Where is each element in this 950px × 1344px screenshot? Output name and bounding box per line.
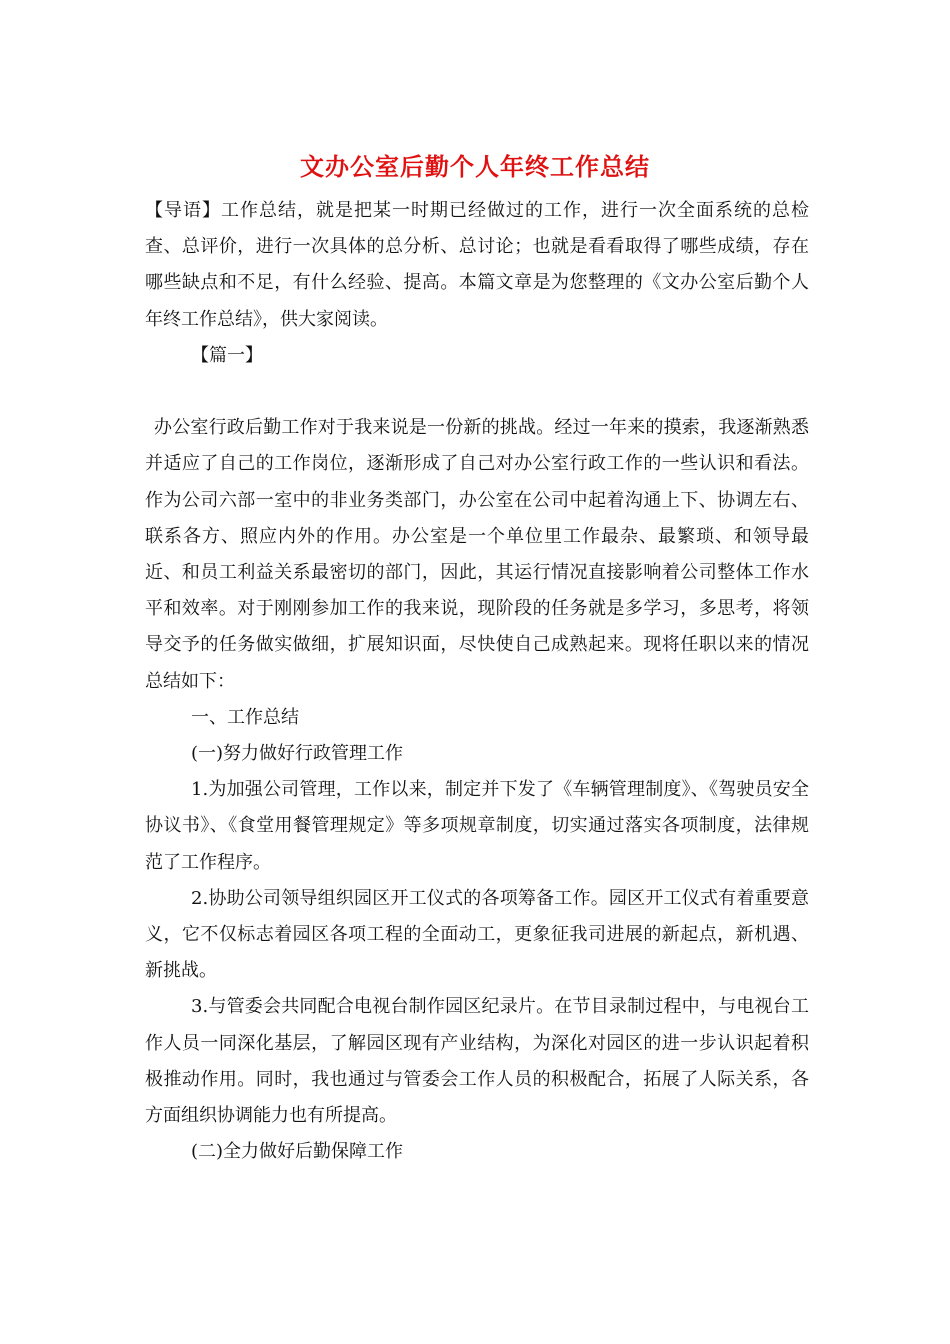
subsection-heading: (二)全力做好后勤保障工作	[191, 1141, 404, 1163]
list-item: 2.协助公司领导组织园区开工仪式的各项筹备工作。园区开工仪式有着重要意义，它不仅标志着园区各项工程的全面动工，更象征我司进展的新起点，新机遇、新挑战。	[145, 887, 809, 982]
intro-paragraph: 【导语】工作总结，就是把某一时期已经做过的工作，进行一次全面系统的总检查、总评价，进行一次具体的总分析、总讨论；也就是看看取得了哪些成绩，存在哪些缺点和不足，有什么经验、提高。本篇文章是为您整理的《文办公室后勤个人年终工作总结》，供大家阅读。	[145, 200, 809, 330]
section-heading: 一、工作总结	[191, 706, 299, 728]
list-item: 1.为加强公司管理，工作以来，制定并下发了《车辆管理制度》、《驾驶员安全协议书》、《食堂用餐管理规定》等多项规章制度，切实通过落实各项制度，法律规范了工作程序。	[145, 779, 809, 873]
part-heading: 【篇一】	[191, 344, 263, 366]
main-paragraph: 办公室行政后勤工作对于我来说是一份新的挑战。经过一年来的摸索，我逐渐熟悉并适应了自己的工作岗位，逐渐形成了自己对办公室行政工作的一些认识和看法。作为公司六部一室中的非业务类部门，办公室在公司中起着沟通上下、协调左右、联系各方、照应内外的作用。办公室是一个单位里工作最杂、最繁琐、和领导最近、和员工利益关系最密切的部门，因此，其运行情况直接影响着公司整体工作水平和效率。对于刚刚参加工作的我来说，现阶段的任务就是多学习，多思考，将领导交予的任务做实做细，扩展知识面，尽快使自己成熟起来。现将任职以来的情况总结如下：	[145, 417, 809, 692]
subsection-heading: (一)努力做好行政管理工作	[191, 743, 404, 765]
list-item: 3.与管委会共同配合电视台制作园区纪录片。在节目录制过程中，与电视台工作人员一同深化基层，了解园区现有产业结构，为深化对园区的进一步认识起着积极推动作用。同时，我也通过与管委会工作人员的积极配合，拓展了人际关系，各方面组织协调能力也有所提高。	[145, 996, 809, 1127]
blank-line	[145, 374, 809, 410]
document-title: 文办公室后勤个人年终工作总结	[300, 152, 650, 181]
document-body	[145, 193, 809, 1170]
